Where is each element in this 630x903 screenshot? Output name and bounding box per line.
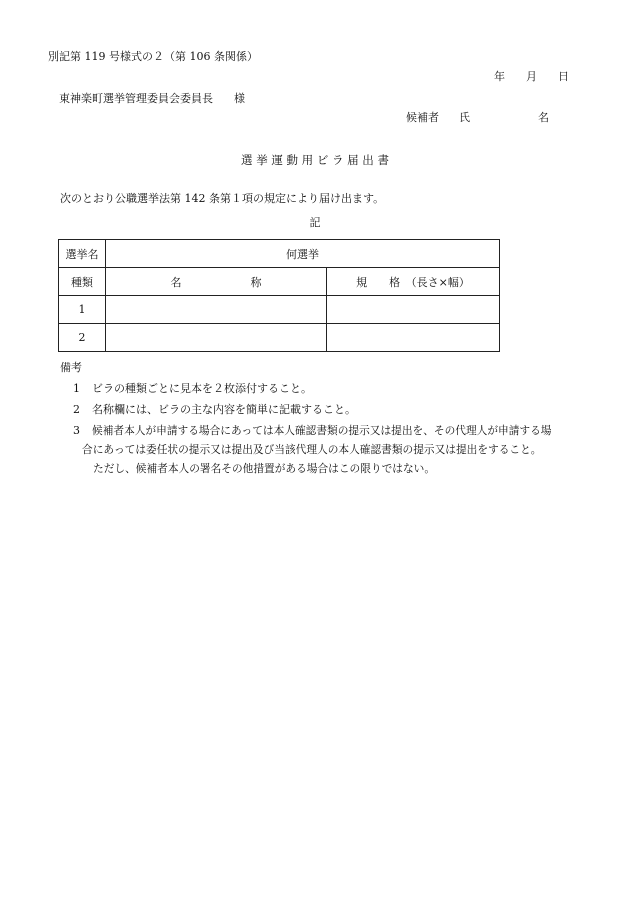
document-title: 選 挙 運 動 用 ビ ラ 届 出 書 (241, 153, 389, 167)
table-row (59, 296, 500, 324)
note-number: 3 (73, 424, 80, 437)
table-row (59, 324, 500, 352)
date-year-label: 年 (494, 70, 505, 83)
spec-header: 規 格 （長さ×幅） (327, 268, 500, 296)
note-text: ビラの種類ごとに見本を２枚添付すること。 (92, 382, 312, 395)
date-line (494, 70, 569, 84)
note-text-continued: 合にあっては委任状の提示又は提出及び当該代理人の本人確認書類の提示又は提出をすること。 (82, 443, 542, 456)
type-header: 種類 (59, 268, 106, 296)
note-number: 2 (73, 403, 80, 416)
application-table (58, 239, 500, 352)
election-name-value: 何選挙 (106, 240, 500, 268)
candidate-label: 候補者 (406, 111, 439, 124)
name-header-char-2: 称 (250, 275, 262, 289)
note-text: 候補者本人が申請する場合にあっては本人確認書類の提示又は提出を、その代理人が申請する場 (92, 424, 552, 437)
row-number: 2 (59, 324, 106, 352)
note-text: 名称欄には、ビラの主な内容を簡単に記載すること。 (92, 403, 356, 416)
name-cell[interactable] (106, 324, 327, 352)
date-day-label: 日 (558, 70, 569, 83)
table-row (59, 240, 500, 268)
name-cell[interactable] (106, 296, 327, 324)
intro-text: 次のとおり公職選挙法第 142 条第１項の規定により届け出ます。 (60, 192, 385, 205)
date-month-label: 月 (526, 70, 537, 83)
name-label-2: 名 (538, 111, 549, 124)
election-name-label: 選挙名 (59, 240, 106, 268)
row-number: 1 (59, 296, 106, 324)
note-number: 1 (73, 382, 80, 395)
name-label-1: 氏 (459, 111, 470, 124)
addressee: 東神楽町選挙管理委員会委員長 (59, 92, 213, 105)
note-text-proviso: ただし、候補者本人の署名その他措置がある場合はこの限りではない。 (93, 462, 436, 475)
name-header (106, 268, 327, 296)
spec-cell[interactable] (327, 296, 500, 324)
honorific: 様 (234, 92, 245, 105)
form-number: 別記第 119 号様式の２（第 106 条関係） (48, 50, 258, 63)
name-header-char-1: 名 (170, 275, 182, 289)
notes-heading: 備考 (60, 361, 82, 374)
ki-label: 記 (309, 216, 321, 229)
table-row (59, 268, 500, 296)
spec-cell[interactable] (327, 324, 500, 352)
